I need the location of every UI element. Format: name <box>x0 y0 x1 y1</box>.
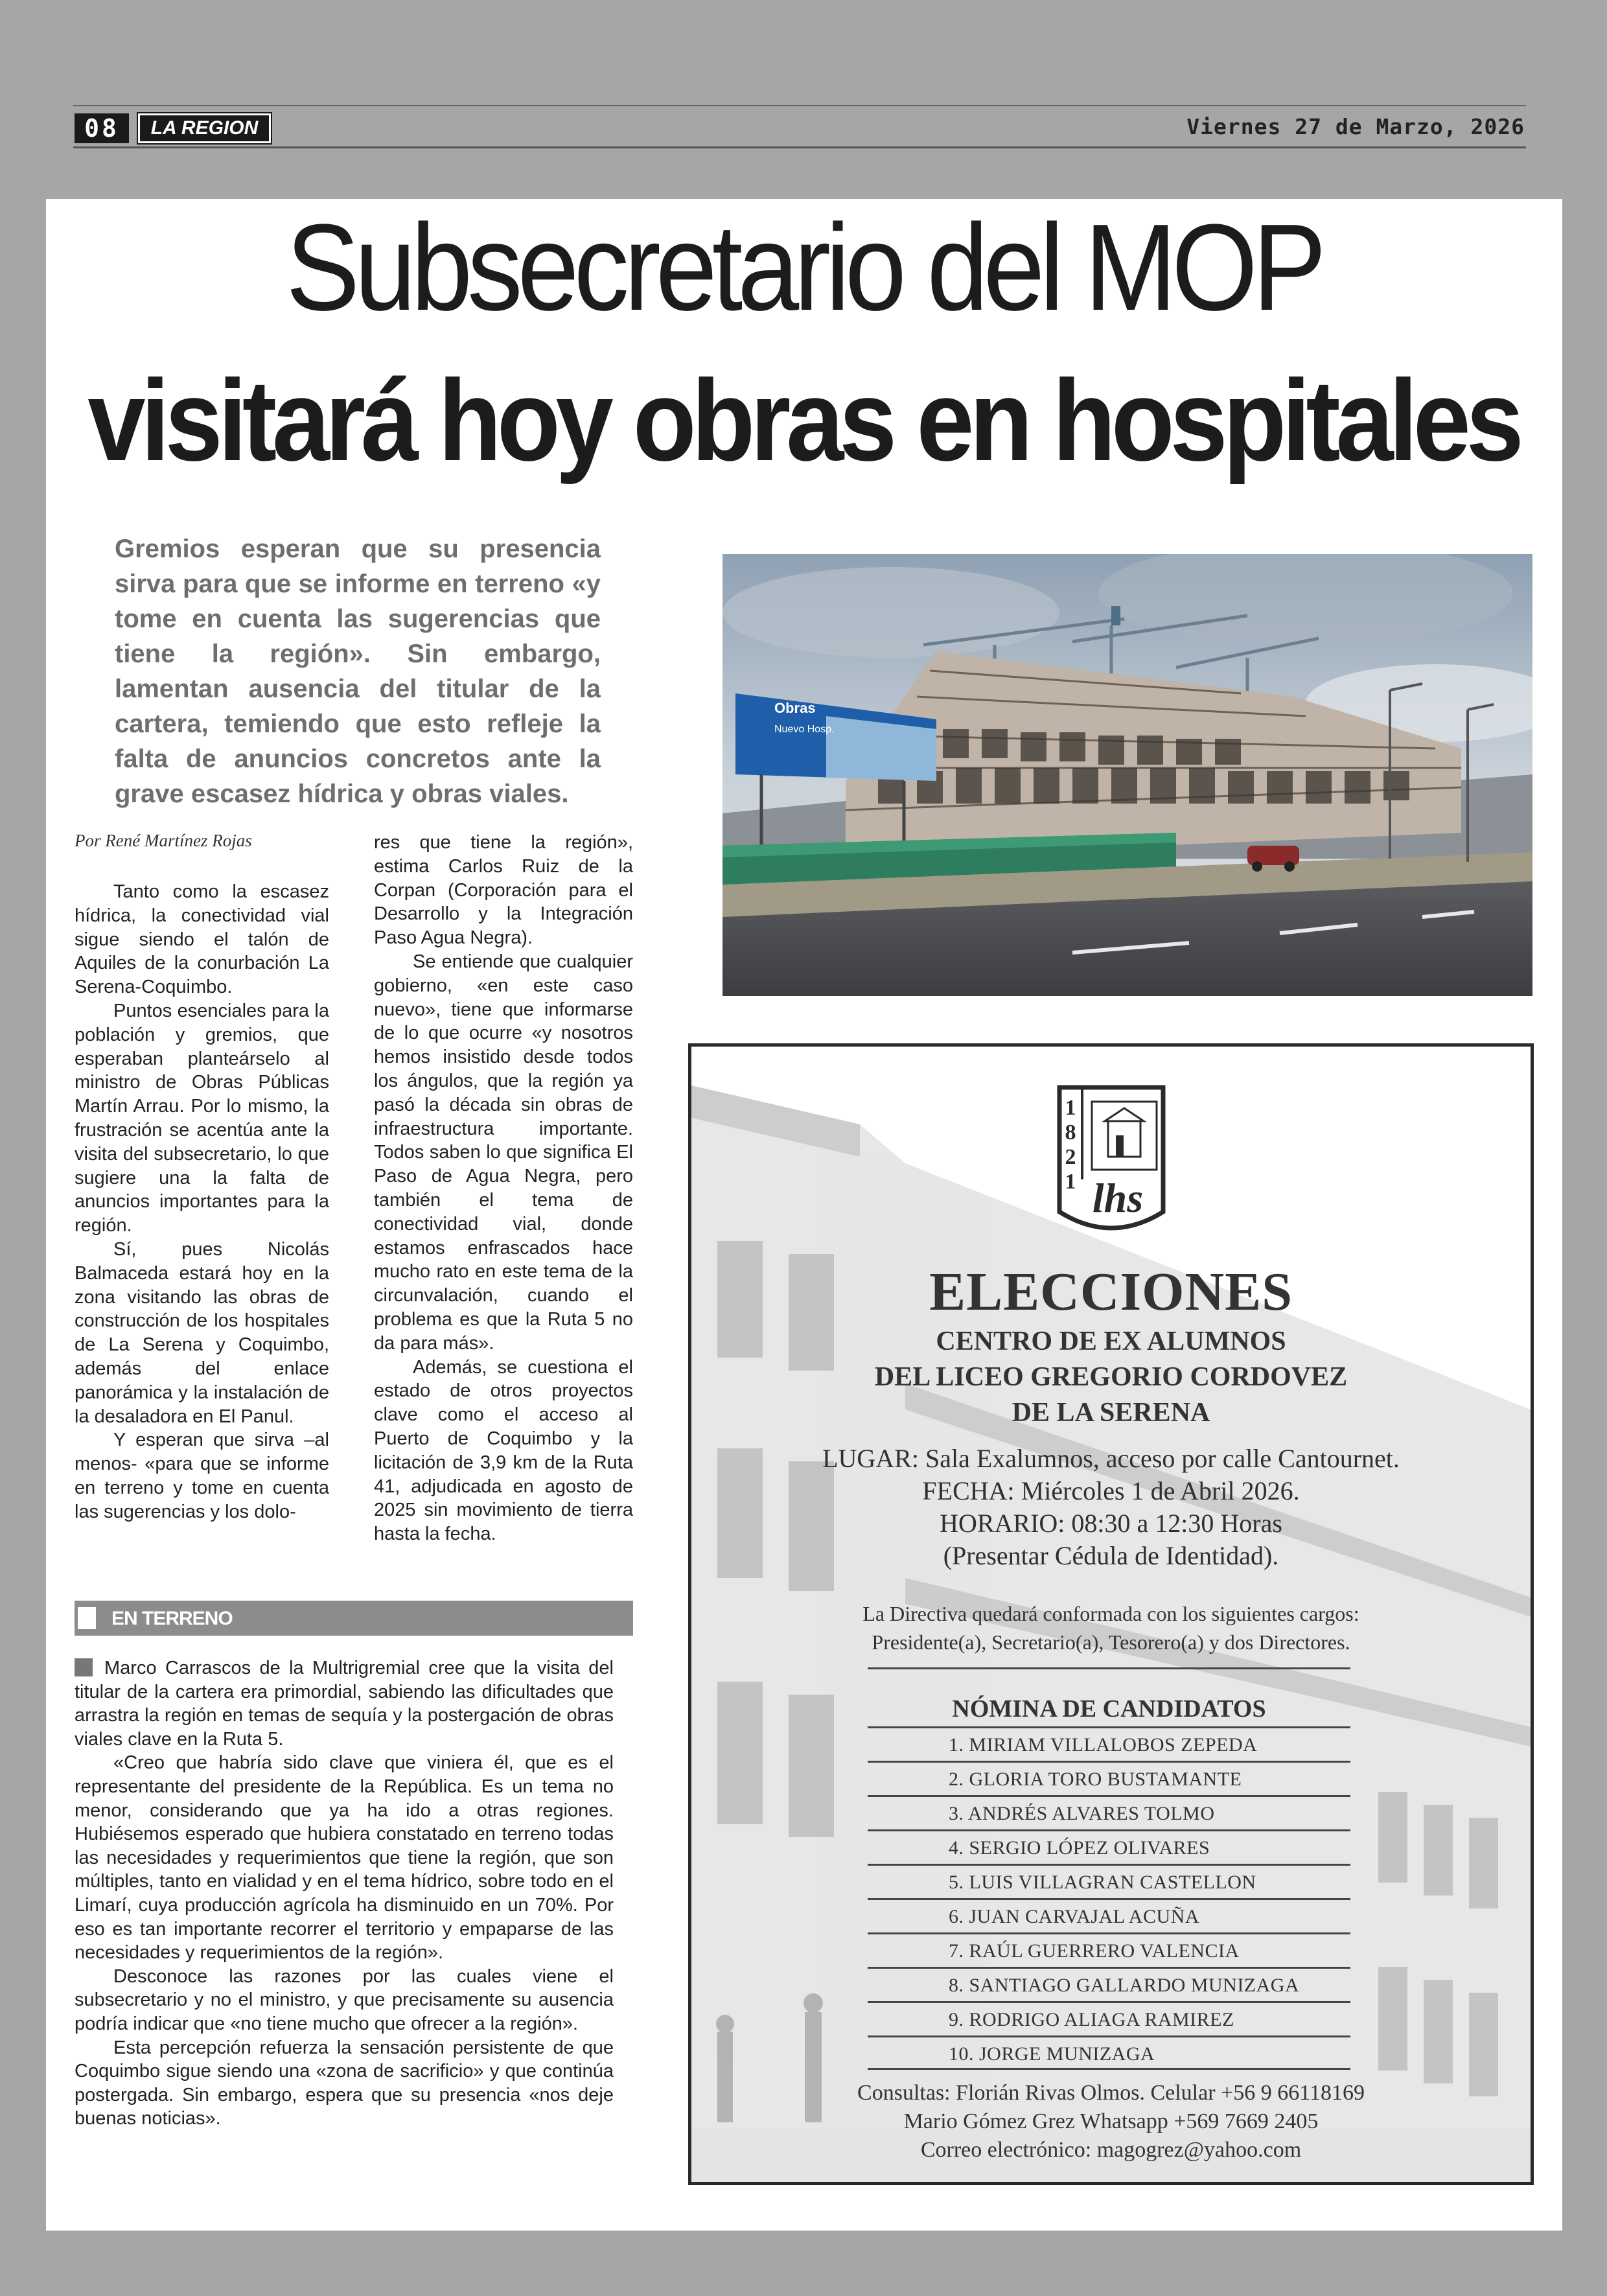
section-square-icon <box>78 1607 96 1629</box>
candidate-item: 10. JORGE MUNIZAGA <box>868 2035 1350 2070</box>
col1-paragraph: Tanto como la escasez hídrica, la conectividad vial sigue siendo el talón de Aquiles de la conurbación La Serena-Coquimbo. <box>75 881 329 998</box>
section-title: EN TERRENO <box>111 1608 233 1629</box>
square-bullet-icon <box>75 1658 93 1676</box>
header-rule-top <box>73 105 1526 106</box>
school-crest-icon <box>1053 1082 1170 1240</box>
crest-digit: 1 <box>1065 1096 1076 1120</box>
crest-monogram: lhs <box>1092 1175 1144 1221</box>
candidate-item: 9. RODRIGO ALIAGA RAMIREZ <box>868 2001 1350 2035</box>
col2-paragraph: res que tiene la región», estima Carlos Ruiz de la Corpan (Corporación para el Desarrollo y la Integración Paso Agua Negra). <box>374 832 633 949</box>
masthead-logo: LA REGION <box>138 113 271 143</box>
candidate-item: 5. LUIS VILLAGRAN CASTELLON <box>868 1864 1350 1898</box>
ad-horario: HORARIO: 08:30 a 12:30 Horas <box>940 1509 1282 1538</box>
section-paragraph: Desconoce las razones por las cuales viene el subsecretario y no el ministro, y que precisamente su ausencia podría indicar que «no tiene mucho que ofrecer a la región». <box>75 1966 614 2034</box>
ad-directiva-2: Presidente(a), Secretario(a), Tesorero(a) y dos Directores. <box>872 1630 1350 1654</box>
crest-digit: 1 <box>1065 1170 1076 1194</box>
ad-subtitle-1: CENTRO DE EX ALUMNOS <box>936 1327 1286 1356</box>
section-paragraph-text: Marco Carrascos de la Multrigremial cree que la visita del titular de la cartera era primordial, sabiendo las dificultades que arrastra la región en temas de sequía y la postergación de obras viales clave en la Ruta 5. <box>75 1658 614 1750</box>
ad-lugar: LUGAR: Sala Exalumnos, acceso por calle Cantournet. <box>822 1444 1400 1473</box>
candidate-item: 7. RAÚL GUERRERO VALENCIA <box>868 1932 1350 1967</box>
headline-line-2: visitará hoy obras en hospitales <box>87 356 1520 485</box>
candidate-item: 1. MIRIAM VILLALOBOS ZEPEDA <box>868 1726 1350 1761</box>
article-lede: Gremios esperan que su presencia sirva para que se informe en terreno «y tome en cuenta las sugerencias que tiene la región». Sin embargo, lamentan ausencia del titular de la cartera, temiendo que esto refleje la falta de anuncios concretos ante la grave escasez hídrica y obras viales. <box>115 535 601 808</box>
candidate-item: 6. JUAN CARVAJAL ACUÑA <box>868 1898 1350 1932</box>
article-column-1 <box>75 880 329 1524</box>
candidates-heading: NÓMINA DE CANDIDATOS <box>952 1695 1266 1722</box>
candidate-item: 4. SERGIO LÓPEZ OLIVARES <box>868 1829 1350 1864</box>
col1-paragraph: Y esperan que sirva –al menos- «para que se informe en terreno y tome en cuenta las sugerencias y los dolo- <box>75 1430 329 1522</box>
crest-digit: 8 <box>1065 1120 1076 1144</box>
elections-advertisement <box>688 1043 1534 2185</box>
section-body <box>75 1656 614 2131</box>
billboard-text-1: Obras <box>774 700 816 716</box>
candidates-list <box>868 1726 1350 2070</box>
page-number: 08 <box>75 113 129 143</box>
issue-date: Viernes 27 de Marzo, 2026 <box>1186 114 1525 139</box>
ad-contact-3: Correo electrónico: magogrez@yahoo.com <box>920 2138 1302 2162</box>
ad-title: ELECCIONES <box>929 1262 1293 1322</box>
section-paragraph: «Creo que habría sido clave que viniera él, que es el representante del presidente de la República. Es un tema no menor, considerando que ya ha ido a otras regiones. Hubiésemos esperado que hubiera constatado en terreno todas las necesidades y requerimientos que tiene la región, que son múltiples, tanto en vialidad y en el tema hídrico, sobre todo en el Limarí, cuya producción agrícola ha disminuido en un 70%. Por eso es tan importante recorrer el territorio y empaparse de las necesidades y requerimientos de la región». <box>75 1752 614 1964</box>
ad-fecha: FECHA: Miércoles 1 de Abril 2026. <box>922 1476 1300 1505</box>
col2-paragraph: Se entiende que cualquier gobierno, «en este caso nuevo», tiene que informarse de lo que ocurre «y nosotros hemos insistido desde todos los ángulos, que la región ya pasó la década sin obras de infraestructura importante. Todos saben lo que significa El Paso de Agua Negra, pero también el tema de conectividad vial, donde estamos enfrascados hace mucho rato en este tema de la circunvalación, cuando el problema es que la Ruta 5 no da para más». <box>374 951 633 1354</box>
hospital-construction-photo <box>723 554 1532 996</box>
candidate-item: 3. ANDRÉS ALVARES TOLMO <box>868 1795 1350 1829</box>
ad-contact-1: Consultas: Florián Rivas Olmos. Celular +56 9 66118169 <box>857 2081 1365 2105</box>
section-paragraph <box>75 1656 614 1751</box>
col2-paragraph: Además, se cuestiona el estado de otros proyectos clave como el acceso al Puerto de Coquimbo y la licitación de 3,9 km de la Ruta 41, adjudicada en agosto de 2025 sin movimiento de tierra hasta la fecha. <box>374 1356 633 1545</box>
ad-directiva-1: La Directiva quedará conformada con los siguientes cargos: <box>862 1602 1359 1625</box>
ad-contact-2: Mario Gómez Grez Whatsapp +569 7669 2405 <box>903 2109 1319 2133</box>
ad-subtitle-2: DEL LICEO GREGORIO CORDOVEZ <box>874 1362 1348 1392</box>
billboard-text-2: Nuevo Hosp. <box>774 724 835 735</box>
article-column-2 <box>374 831 633 1546</box>
divider <box>868 1667 1350 1669</box>
ad-cedula: (Presentar Cédula de Identidad). <box>943 1541 1279 1570</box>
ad-subtitle-3: DE LA SERENA <box>1012 1398 1210 1428</box>
header-rule-bottom <box>73 146 1526 148</box>
candidate-item: 2. GLORIA TORO BUSTAMANTE <box>868 1761 1350 1795</box>
candidate-item: 8. SANTIAGO GALLARDO MUNIZAGA <box>868 1967 1350 2001</box>
byline: Por René Martínez Rojas <box>75 831 252 850</box>
section-paragraph: Esta percepción refuerza la sensación persistente de que Coquimbo sigue siendo una «zona de sacrificio» y que continúa postergada. Sin embargo, espera que su presencia «nos deje buenas noticias». <box>75 2037 614 2129</box>
col1-paragraph: Sí, pues Nicolás Balmaceda estará hoy en la zona visitando las obras de construcción de los hospitales de La Serena y Coquimbo, además del enlace panorámica y la instalación de la desaladora en El Panul. <box>75 1238 329 1427</box>
crest-digit: 2 <box>1065 1145 1076 1169</box>
col1-paragraph: Puntos esenciales para la población y gremios, que esperaban planteárselo al ministro de Obras Públicas Martín Arrau. Por lo mismo, la frustración se acentúa ante la visita del subsecretario, lo que sugiere una la falta de anuncios importantes para la región. <box>75 1000 329 1236</box>
headline-line-1: Subsecretario del MOP <box>286 199 1321 336</box>
